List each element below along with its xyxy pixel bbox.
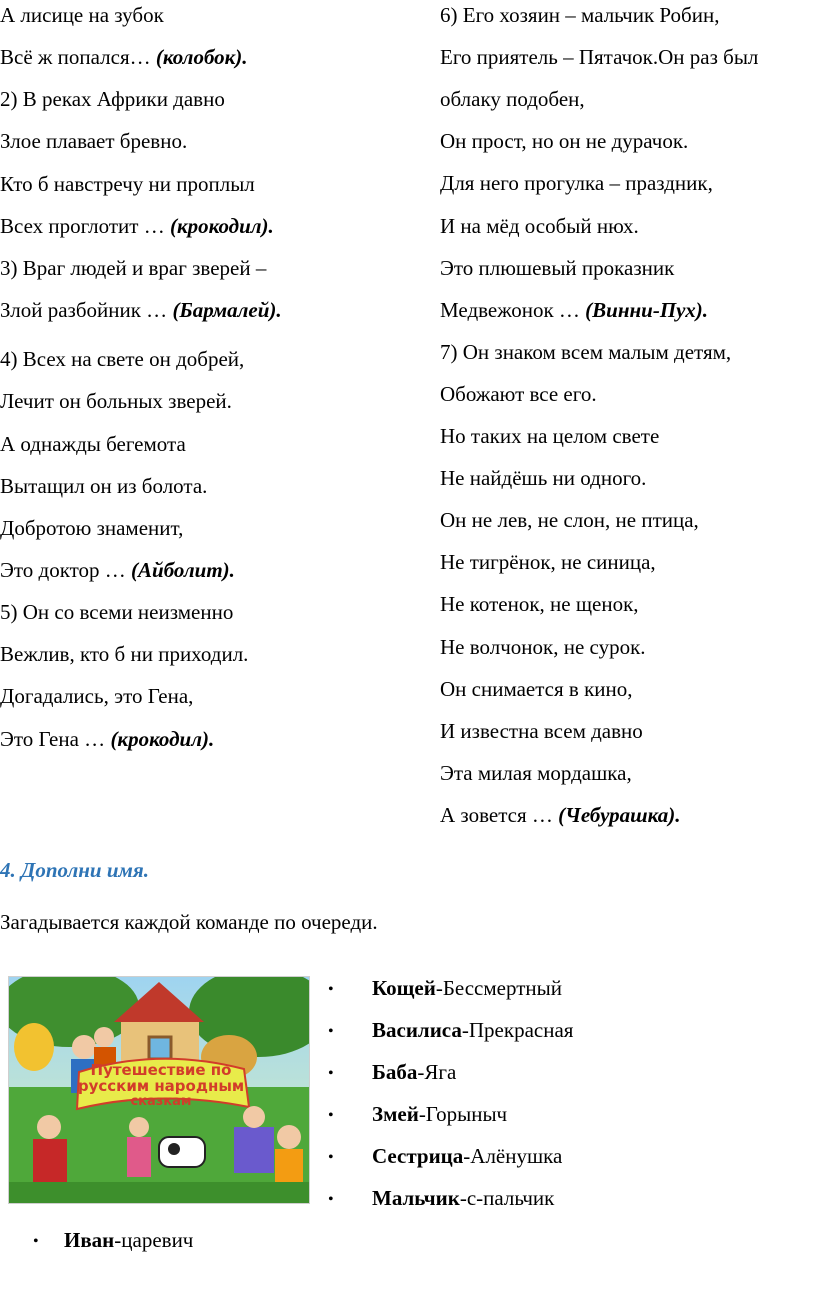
poem-line [0, 214, 274, 238]
riddle-answer: (крокодил). [169, 213, 274, 238]
poem-line-text: Это доктор … [0, 557, 132, 582]
poem-line-text: Не найдёшь ни одного. [440, 466, 647, 491]
poem-line [440, 592, 639, 616]
poem-line-text: Всех проглотит … [0, 213, 170, 238]
poem-line [440, 803, 680, 827]
riddle-answer: (Винни-Пух). [585, 297, 708, 322]
poem-line [0, 45, 248, 69]
name-rest: -Алёнушка [463, 1144, 563, 1168]
poem-line-text: И на мёд особый нюх. [440, 213, 639, 238]
riddle-answer: (Айболит). [131, 557, 235, 582]
poem-line [0, 172, 255, 196]
name-rest: -царевич [114, 1228, 194, 1252]
poem-line-text: Это Гена … [0, 726, 111, 751]
name-bold: Иван [64, 1228, 115, 1252]
fairy-tales-illustration [9, 977, 309, 1203]
poem-line [0, 474, 207, 498]
poem-line-text: Он не лев, не слон, не птица, [440, 508, 699, 533]
poem-line-text: Добротою знаменит, [0, 515, 184, 540]
poem-line-text: Не тигрёнок, не синица, [440, 550, 656, 575]
poem-line-text: Всё ж попался… [0, 45, 156, 70]
poem-line [0, 256, 266, 280]
bullet-icon: • [33, 1233, 39, 1250]
bullet-icon: • [328, 1191, 334, 1208]
name-rest: -с-пальчик [459, 1186, 555, 1210]
poem-line-text: облаку подобен, [440, 87, 585, 112]
poem-line-text: 5) Он со всеми неизменно [0, 600, 234, 625]
poem-line-text: Догадались, это Гена, [0, 684, 194, 709]
name-rest: -Бессмертный [435, 976, 562, 1000]
riddle-answer: (колобок). [155, 45, 248, 70]
banner-line-1: Путешествие по [90, 1061, 232, 1079]
name-bold: Кощей [372, 976, 436, 1000]
poem-line-text: 4) Всех на свете он добрей, [0, 347, 245, 372]
poem-line [0, 684, 193, 708]
poem-line [0, 432, 186, 456]
poem-line-text: Лечит он больных зверей. [0, 389, 232, 414]
poem-line-text: Кто б навстречу ни проплыл [0, 171, 255, 196]
poem-line [0, 600, 233, 624]
poem-line [440, 3, 719, 27]
bullet-icon: • [328, 1023, 334, 1040]
banner-line-2: русским народным [77, 1077, 245, 1095]
list-item [64, 1228, 193, 1252]
bullet-icon: • [328, 981, 334, 998]
name-bold: Мальчик [372, 1186, 460, 1210]
poem-line-text: Для него прогулка – праздник, [440, 171, 713, 196]
list-item [372, 1144, 562, 1168]
poem-line [440, 298, 708, 322]
section-heading: 4. Дополни имя. [0, 858, 149, 882]
name-bold: Сестрица [372, 1144, 464, 1168]
poem-line [440, 45, 758, 69]
poem-line-text: Обожают все его. [440, 381, 597, 406]
name-bold: Василиса [372, 1018, 462, 1042]
poem-line [0, 347, 244, 371]
poem-line-text: Но таких на целом свете [440, 424, 660, 448]
list-item [372, 1018, 573, 1042]
poem-line-text: Не котенок, не щенок, [440, 592, 639, 617]
name-bold: Змей [372, 1102, 419, 1126]
poem-line [440, 214, 639, 238]
poem-line-text: Не волчонок, не сурок. [440, 634, 646, 659]
poem-line [0, 129, 187, 153]
poem-line-text: Его приятель – Пятачок.Он раз был [440, 45, 759, 70]
poem-line-text: 6) Его хозяин – мальчик Робин, [440, 3, 720, 27]
poem-line [440, 508, 699, 532]
list-item [372, 976, 562, 1000]
poem-line-text: Злой разбойник … [0, 298, 173, 323]
poem-line-text: 7) Он знаком всем малым детям, [440, 339, 732, 364]
bullet-icon: • [328, 1149, 334, 1166]
poem-line [440, 340, 731, 364]
riddle-answer: (крокодил). [110, 726, 215, 751]
poem-line-text: Злое плавает бревно. [0, 129, 188, 154]
poem-line [440, 129, 688, 153]
list-item [372, 1060, 456, 1084]
poem-line [440, 466, 646, 490]
poem-line [0, 389, 232, 413]
poem-line [0, 642, 248, 666]
poem-line-text: А зовется … [440, 802, 559, 827]
section-instruction: Загадывается каждой команде по очереди. [0, 910, 378, 934]
poem-line-text: Вежлив, кто б ни приходил. [0, 642, 249, 667]
poem-line [440, 635, 646, 659]
poem-line-text: Это плюшевый проказник [440, 255, 675, 280]
poem-line-text: Вытащил он из болота. [0, 473, 208, 498]
poem-line [440, 171, 713, 195]
poem-line-text: Он прост, но он не дурачок. [440, 129, 689, 154]
poem-line [0, 298, 282, 322]
poem-line-text: А однажды бегемота [0, 431, 186, 456]
poem-line [440, 550, 656, 574]
riddle-answer: (Бармалей). [172, 298, 282, 323]
poem-line [440, 677, 633, 701]
poem-line-text: Он снимается в кино, [440, 676, 633, 701]
name-bold: Баба [372, 1060, 418, 1084]
name-rest: -Горыныч [418, 1102, 508, 1126]
poem-line [440, 87, 585, 111]
poem-line [0, 87, 225, 111]
poem-line [440, 719, 643, 743]
bullet-icon: • [328, 1065, 334, 1082]
poem-line [440, 761, 632, 785]
list-item [372, 1102, 507, 1126]
fairy-tales-picture [8, 976, 310, 1204]
banner-line-3: сказкам [130, 1094, 192, 1109]
bullet-icon: • [328, 1107, 334, 1124]
poem-line [0, 516, 183, 540]
poem-line-text: 2) В реках Африки давно [0, 87, 225, 112]
poem-line-text: И известна всем давно [440, 718, 643, 743]
poem-line [440, 424, 659, 448]
poem-line [440, 256, 674, 280]
poem-line-text: А лисице на зубок [0, 3, 164, 27]
poem-line-text: Медвежонок … [440, 297, 586, 322]
poem-line [440, 382, 597, 406]
name-rest: -Прекрасная [461, 1018, 574, 1042]
poem-line [0, 558, 235, 582]
riddle-answer: (Чебурашка). [558, 802, 681, 827]
poem-line [0, 3, 164, 27]
list-item [372, 1186, 554, 1210]
poem-line-text: Эта милая мордашка, [440, 760, 632, 785]
poem-line [0, 727, 214, 751]
poem-line-text: 3) Враг людей и враг зверей – [0, 255, 267, 280]
name-rest: -Яга [417, 1060, 457, 1084]
